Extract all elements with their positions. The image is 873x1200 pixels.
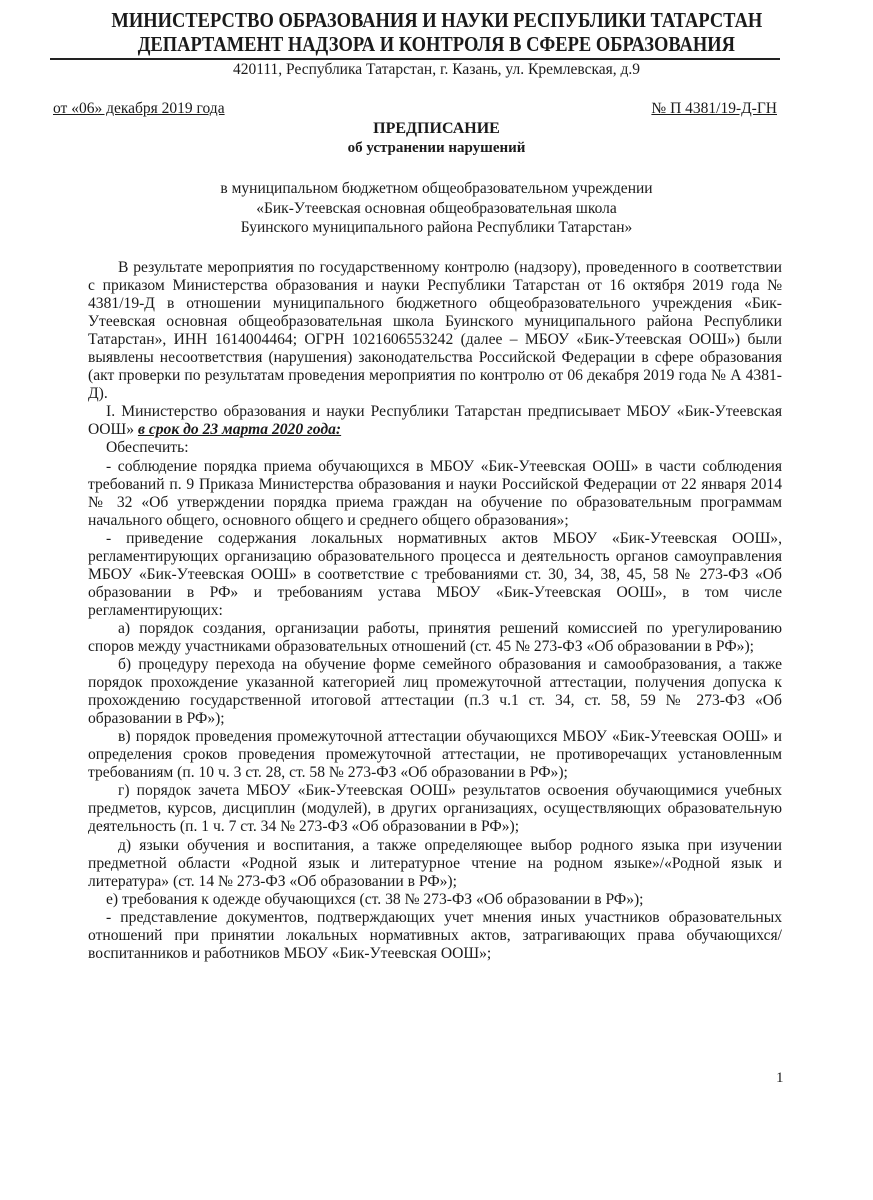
document-number: № П 4381/19-Д-ГН <box>651 100 777 117</box>
department-name <box>0 32 873 57</box>
list-item: е) требования к одежде обучающихся (ст. 38 № 273-ФЗ «Об образовании в РФ»); <box>106 890 644 908</box>
deadline: в срок до 23 марта 2020 года: <box>137 421 342 439</box>
document-subtitle: об устранении нарушений <box>347 140 526 156</box>
list-item: - представление документов, подтверждающих учет мнения иных участников образовательных отношений при принятии локальных нормативных актов, затрагивающих права обучающихся/воспитанников и работников МБОУ «Бик-Утеевская ООШ»; <box>88 908 782 962</box>
document-title: ПРЕДПИСАНИЕ <box>373 120 500 137</box>
list-item: б) процедуру перехода на обучение форме семейного образования и самообразования, а также порядок прохождение указанной категорией лиц промежуточной аттестации, получения допуска к прохождению государственной итоговой аттестации (п.3 ч.1 ст. 34, ст. 58, 59 № 273-ФЗ «Об образовании в РФ»); <box>88 656 782 728</box>
prescription-paragraph <box>88 403 782 439</box>
organization-block <box>0 179 873 238</box>
address: 420111, Республика Татарстан, г. Казань, ул. Кремлевская, д.9 <box>232 61 641 78</box>
ensure-heading: Обеспечить: <box>106 439 189 457</box>
list-item: д) языки обучения и воспитания, а также определяющее выбор родного языка при изучении предметной области «Родной язык и литературное чтение на родном языке»/«Родной язык и литература» (ст. 14 № 273-ФЗ «Об образовании в РФ»); <box>88 836 782 890</box>
org-line: Буинского муниципального района Республики Татарстан» <box>240 219 633 236</box>
department-name-text: ДЕПАРТАМЕНТ НАДЗОРА И КОНТРОЛЯ В СФЕРЕ ОБРАЗОВАНИЯ <box>137 32 736 56</box>
list-item: - приведение содержания локальных нормативных актов МБОУ «Бик-Утеевская ООШ», регламентирующих организацию образовательного процесса и деятельность органов самоуправления МБОУ «Бик-Утеевская ООШ» в соответствие с требованиями ст. 30, 34, 38, 45, 58 № 273-ФЗ «Об образовании в РФ» и требованиям устава МБОУ «Бик-Утеевская ООШ», в том числе регламентирующих: <box>88 529 782 619</box>
document-date: от «06» декабря 2019 года <box>53 100 225 117</box>
ministry-name-text: МИНИСТЕРСТВО ОБРАЗОВАНИЯ И НАУКИ РЕСПУБЛИКИ ТАТАРСТАН <box>111 8 762 32</box>
ministry-name <box>0 8 873 33</box>
page-number: 1 <box>776 1070 784 1086</box>
org-line: «Бик-Утеевская основная общеобразовательная школа <box>256 199 617 217</box>
list-item: - соблюдение порядка приема обучающихся в МБОУ «Бик-Утеевская ООШ» в части соблюдения требований п. 9 Приказа Министерства образования и науки Российской Федерации от 22 января 2014 № 32 «Об утверждении порядка приема граждан на обучение по образовательным программам начального общего, основного общего и среднего общего образования»; <box>88 457 782 529</box>
document-body <box>88 259 782 963</box>
prescription-text: I. Министерство образования и науки Республики Татарстан предписывает МБОУ «Бик-Утеевская ООШ» <box>88 403 782 439</box>
list-item: г) порядок зачета МБОУ «Бик-Утеевская ООШ» результатов освоения обучающимися учебных предметов, курсов, дисциплин (модулей), в других организациях, осуществляющих образовательную деятельность (п. 1 ч. 7 ст. 34 № 273-ФЗ «Об образовании в РФ»); <box>88 782 782 836</box>
list-item: а) порядок создания, организации работы, принятия решений комиссией по урегулированию споров между участниками образовательных отношений (ст. 45 № 273-ФЗ «Об образовании в РФ»); <box>88 619 782 655</box>
intro-paragraph: В результате мероприятия по государственному контролю (надзору), проведенного в соответствии с приказом Министерства образования и науки Республики Татарстан от 16 октября 2019 года № 4381/19-Д в отношении муниципального бюджетного общеобразовательного учреждения «Бик-Утеевская основная общеобразовательная школа Буинского муниципального района Республики Татарстан», ИНН 1614004464; ОГРН 1021606553242 (далее – МБОУ «Бик-Утеевская ООШ») были выявлены несоответствия (нарушения) законодательства Российской Федерации в сфере образования (акт проверки по результатам проведения мероприятия по контролю от 06 декабря 2019 года № А 4381-Д). <box>88 259 782 403</box>
header-divider <box>50 58 780 60</box>
list-item: в) порядок проведения промежуточной аттестации обучающихся МБОУ «Бик-Утеевская ООШ» и определения сроков проведения промежуточной аттестации, не противоречащих установленным требованиям (п. 10 ч. 3 ст. 28, ст. 58 № 273-ФЗ «Об образовании в РФ»); <box>88 728 782 782</box>
org-line: в муниципальном бюджетном общеобразовательном учреждении <box>220 180 653 197</box>
